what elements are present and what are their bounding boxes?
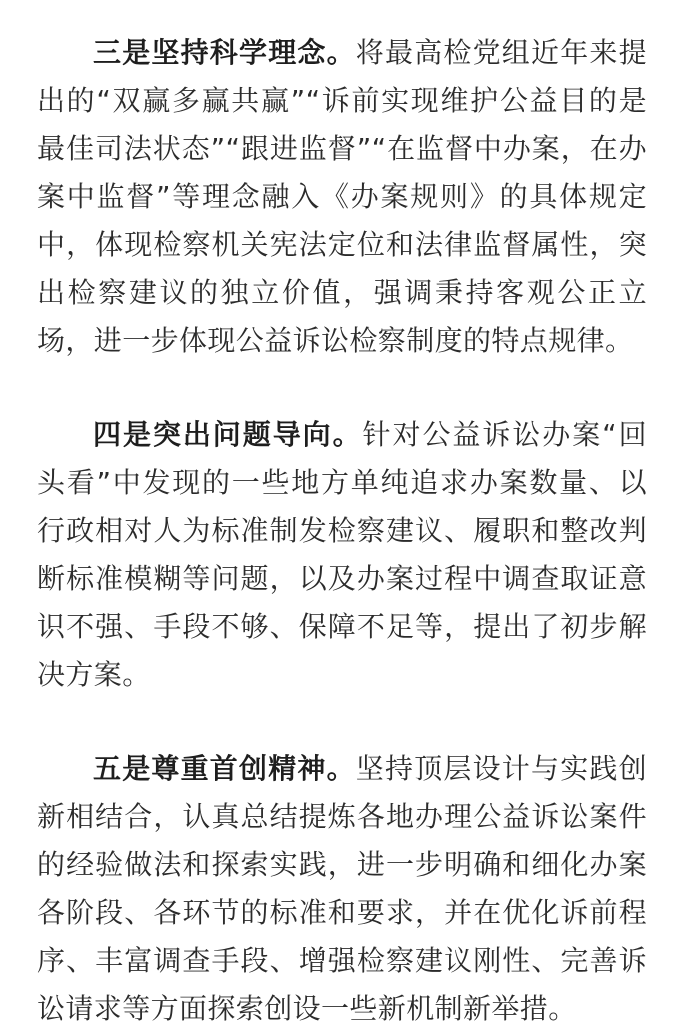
paragraph-four	[37, 411, 647, 699]
paragraph-three-lead: 三是坚持科学理念。	[93, 36, 356, 69]
paragraph-five	[37, 745, 647, 1033]
paragraph-three	[37, 29, 647, 365]
paragraph-five-body: 坚持顶层设计与实践创新相结合，认真总结提炼各地办理公益诉讼案件的经验做法和探索实践，进一步明确和细化办案各阶段、各环节的标准和要求，并在优化诉前程序、丰富调查手段、增强检察建议刚性、完善诉讼请求等方面探索创设一些新机制新举措。	[37, 752, 647, 1025]
paragraph-five-lead: 五是尊重首创精神。	[93, 752, 356, 785]
paragraph-three-body: 将最高检党组近年来提出的“双赢多赢共赢”“诉前实现维护公益目的是最佳司法状态”“跟进监督”“在监督中办案，在办案中监督”等理念融入《办案规则》的具体规定中，体现检察机关宪法定位和法律监督属性，突出检察建议的独立价值，强调秉持客观公正立场，进一步体现公益诉讼检察制度的特点规律。	[37, 36, 647, 357]
paragraph-four-body: 针对公益诉讼办案“回头看”中发现的一些地方单纯追求办案数量、以行政相对人为标准制发检察建议、履职和整改判断标准模糊等问题，以及办案过程中调查取证意识不强、手段不够、保障不足等，提出了初步解决方案。	[37, 418, 647, 691]
paragraph-four-lead: 四是突出问题导向。	[93, 418, 363, 451]
